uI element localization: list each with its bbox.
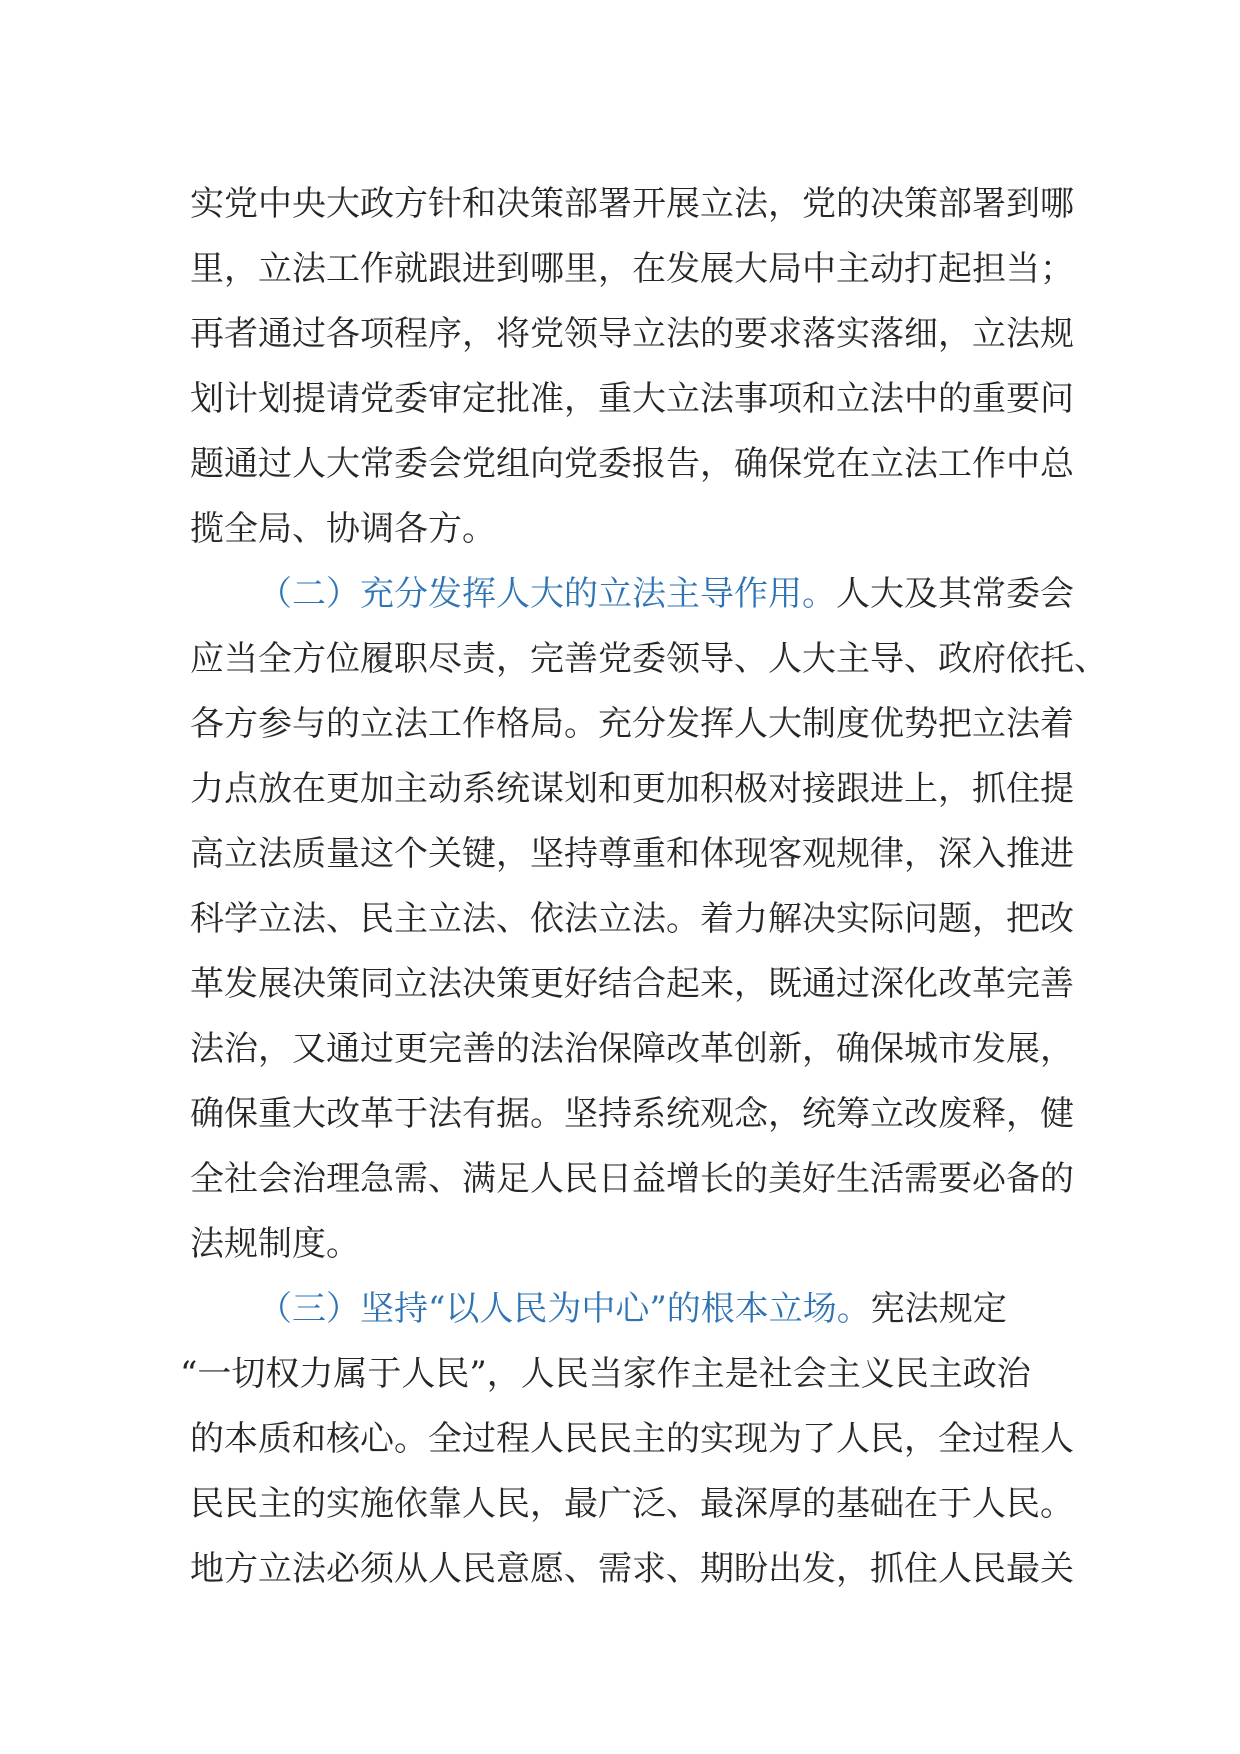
section-heading: （二）充分发挥人大的立法主导作用。	[258, 574, 836, 614]
paragraph-line: 的本质和核心。全过程人民民主的实现为了人民，全过程人	[190, 1419, 1074, 1459]
paragraph-text: 宪法规定	[870, 1289, 1007, 1329]
paragraph-line: 高立法质量这个关键，坚持尊重和体现客观规律，深入推进	[190, 834, 1074, 874]
paragraph-3	[180, 1277, 1074, 1602]
paragraph-first-line	[190, 562, 1074, 627]
paragraph-line: 革发展决策同立法决策更好结合起来，既通过深化改革完善	[190, 964, 1074, 1004]
paragraph-line: 题通过人大常委会党组向党委报告，确保党在立法工作中总	[190, 444, 1074, 484]
paragraph-line: 里，立法工作就跟进到哪里，在发展大局中主动打起担当；	[190, 249, 1074, 289]
paragraph-line: 实党中央大政方针和决策部署开展立法，党的决策部署到哪	[190, 184, 1074, 224]
document-body	[180, 172, 1108, 1602]
paragraph-line: 法治，又通过更完善的法治保障改革创新，确保城市发展，	[190, 1029, 1074, 1069]
paragraph-line: 民民主的实施依靠人民，最广泛、最深厚的基础在于人民。	[190, 1484, 1074, 1524]
paragraph-line: 全社会治理急需、满足人民日益增长的美好生活需要必备的	[190, 1159, 1074, 1199]
paragraph-line: 各方参与的立法工作格局。充分发挥人大制度优势把立法着	[190, 704, 1074, 744]
paragraph-line: 地方立法必须从人民意愿、需求、期盼出发，抓住人民最关	[190, 1549, 1074, 1589]
paragraph-line: “一切权力属于人民”，人民当家作主是社会主义民主政治	[180, 1354, 1031, 1394]
paragraph-line: 应当全方位履职尽责，完善党委领导、人大主导、政府依托、	[190, 639, 1108, 679]
paragraph-line: 科学立法、民主立法、依法立法。着力解决实际问题，把改	[190, 899, 1074, 939]
paragraph-1	[190, 172, 1074, 562]
paragraph-line: 法规制度。	[190, 1224, 360, 1264]
section-heading: （三）坚持“以人民为中心”的根本立场。	[258, 1289, 871, 1329]
paragraph-line: 力点放在更加主动系统谋划和更加积极对接跟进上，抓住提	[190, 769, 1074, 809]
paragraph-line: 划计划提请党委审定批准，重大立法事项和立法中的重要问	[190, 379, 1074, 419]
paragraph-text: 人大及其常委会	[836, 574, 1074, 614]
paragraph-line: 再者通过各项程序，将党领导立法的要求落实落细，立法规	[190, 314, 1074, 354]
paragraph-2	[190, 562, 1108, 1277]
paragraph-line: 确保重大改革于法有据。坚持系统观念，统筹立改废释，健	[190, 1094, 1074, 1134]
paragraph-first-line	[190, 1277, 1060, 1342]
paragraph-line: 揽全局、协调各方。	[190, 509, 496, 549]
